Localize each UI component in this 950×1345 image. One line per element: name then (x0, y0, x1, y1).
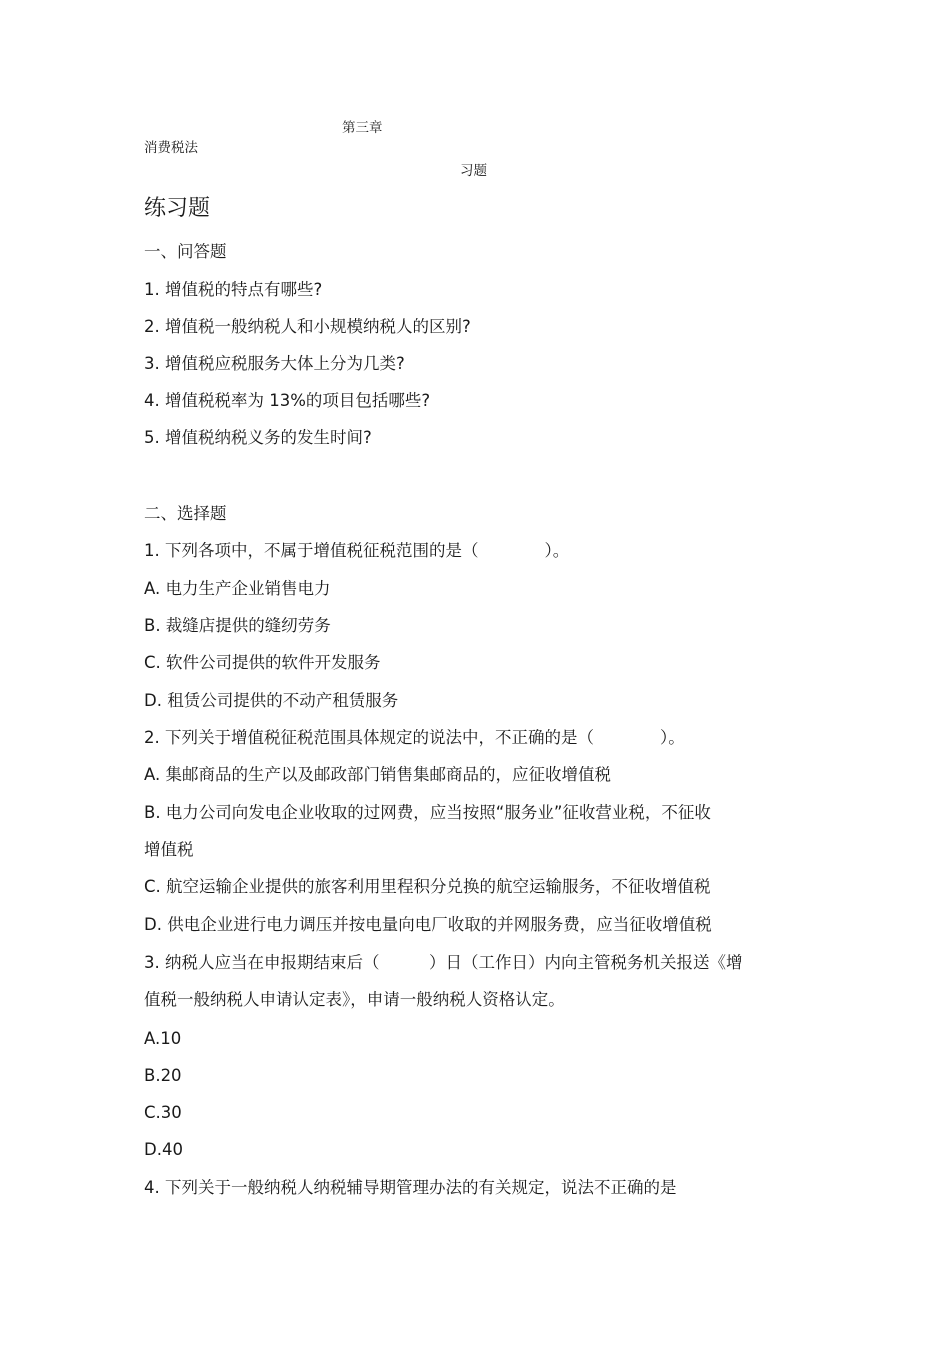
qa-item-2: 2. 增值税一般纳税人和小规模纳税人的区别? (144, 317, 471, 336)
choice-q2-option-c: C. 航空运输企业提供的旅客利用里程积分兑换的航空运输服务，不征收增值税 (144, 877, 711, 896)
section-heading-choice: 二、选择题 (144, 504, 227, 523)
qa-item-1: 1. 增值税的特点有哪些? (144, 280, 323, 299)
choice-q1-option-a: A. 电力生产企业销售电力 (144, 579, 331, 598)
choice-q4-stem: 4. 下列关于一般纳税人纳税辅导期管理办法的有关规定，说法不正确的是 (144, 1178, 677, 1197)
subject-label: 消费税法 (144, 140, 198, 156)
choice-q1-option-d: D. 租赁公司提供的不动产租赁服务 (144, 691, 399, 710)
section-heading-qa: 一、问答题 (144, 242, 227, 261)
qa-item-3: 3. 增值税应税服务大体上分为几类? (144, 354, 405, 373)
choice-q1-stem: 1. 下列各项中，不属于增值税征税范围的是（ ）。 (144, 541, 570, 560)
choice-q3-option-d: D.40 (144, 1140, 183, 1159)
page-title: 练习题 (144, 196, 211, 221)
choice-q2-option-b: B. 电力公司向发电企业收取的过网费，应当按照“服务业”征收营业税，不征收 (144, 803, 711, 822)
choice-q2-option-b-cont: 增值税 (144, 840, 194, 859)
choice-q3-option-c: C.30 (144, 1103, 182, 1122)
choice-q2-option-d: D. 供电企业进行电力调压并按电量向电厂收取的并网服务费，应当征收增值税 (144, 915, 712, 934)
choice-q2-stem: 2. 下列关于增值税征税范围具体规定的说法中，不正确的是（ ）。 (144, 728, 685, 747)
chapter-label: 第三章 (342, 120, 383, 136)
choice-q1-option-c: C. 软件公司提供的软件开发服务 (144, 653, 381, 672)
choice-q3-stem-line2: 值税一般纳税人申请认定表》，申请一般纳税人资格认定。 (144, 990, 565, 1009)
choice-q3-stem-line1: 3. 纳税人应当在申报期结束后（ ）日（工作日）内向主管税务机关报送《增 (144, 953, 743, 972)
choice-q3-option-b: B.20 (144, 1066, 182, 1085)
section-label: 习题 (460, 163, 487, 179)
qa-item-5: 5. 增值税纳税义务的发生时间? (144, 428, 372, 447)
qa-item-4: 4. 增值税税率为 13%的项目包括哪些? (144, 391, 431, 410)
choice-q3-option-a: A.10 (144, 1029, 182, 1048)
choice-q2-option-a: A. 集邮商品的生产以及邮政部门销售集邮商品的，应征收增值税 (144, 765, 611, 784)
choice-q1-option-b: B. 裁缝店提供的缝纫劳务 (144, 616, 331, 635)
